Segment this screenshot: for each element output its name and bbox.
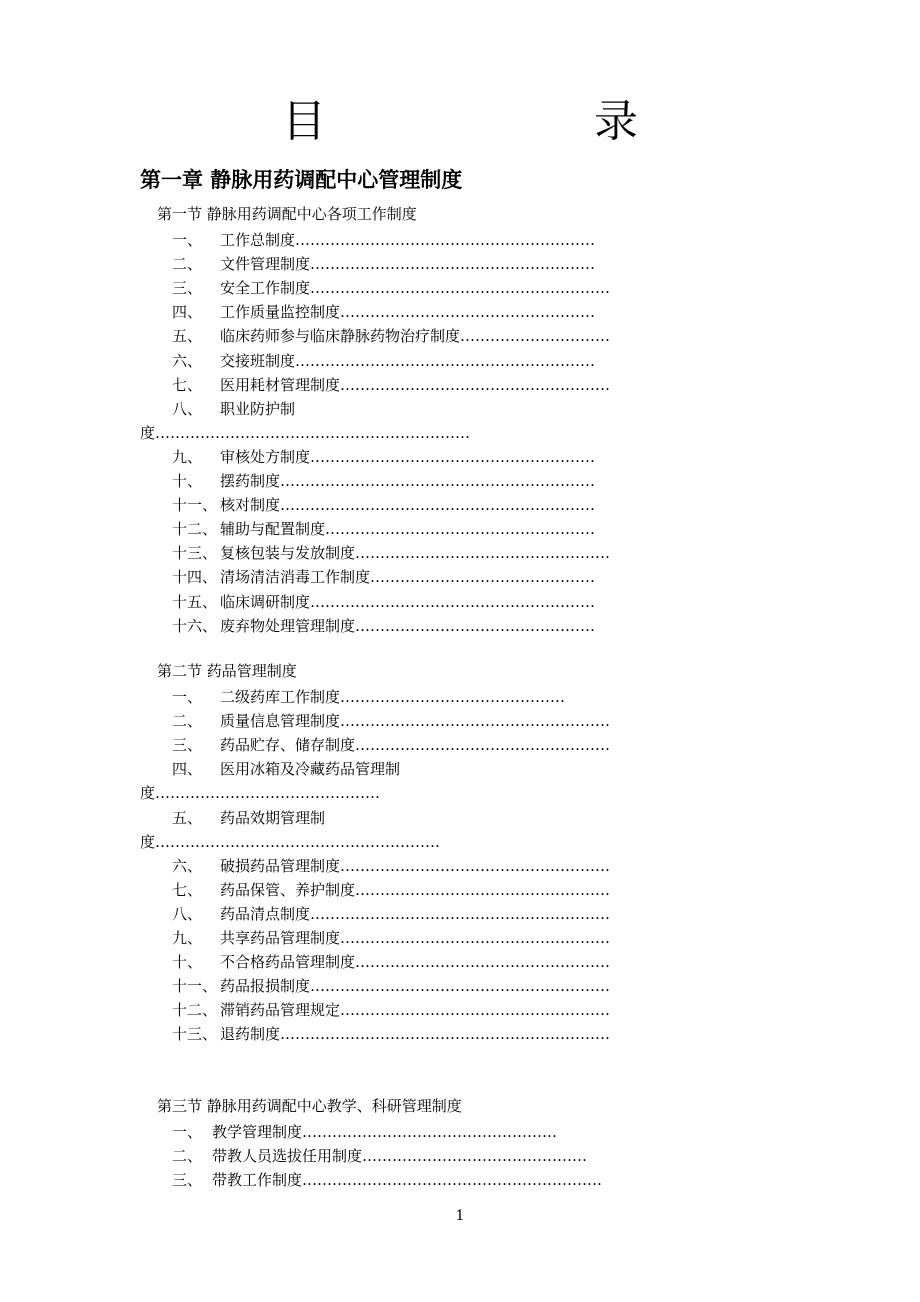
section-heading: 第一节 静脉用药调配中心各项工作制度 [157,205,417,223]
toc-entry[interactable] [172,470,775,492]
toc-entry-title: 医用耗材管理制度……………………………………………… [220,375,611,394]
toc-entry-number: 一、 [172,1123,203,1141]
toc-entry-number: 四、 [172,760,203,779]
toc-entry-number: 八、 [172,399,203,418]
toc-entry[interactable] [172,975,775,997]
toc-entry-number: 一、 [172,231,203,249]
toc-entry[interactable] [172,855,775,877]
toc-entry-number: 二、 [172,255,203,274]
toc-entry[interactable] [172,325,775,347]
toc-entry[interactable] [172,277,775,299]
toc-entry-title: 复核包装与发放制度…………………………………………… [220,544,611,563]
toc-entry-number: 十、 [172,472,203,490]
toc-entry[interactable] [172,542,775,564]
toc-entry[interactable] [172,1145,775,1167]
chapter-heading: 第一章 静脉用药调配中心管理制度 [140,168,463,192]
toc-entry-number: 十二、 [172,520,218,539]
toc-entry[interactable] [172,903,775,925]
toc-entry[interactable] [172,879,775,901]
toc-entry-number: 十一、 [172,496,218,515]
toc-entry-number: 五、 [172,327,203,346]
toc-entry-continuation: 度……………………………………………………… [140,423,471,442]
toc-entry-number: 十三、 [172,544,218,563]
toc-entry[interactable] [172,734,775,756]
toc-entry[interactable] [172,927,775,949]
toc-entry-title: 清场清洁消毒工作制度……………………………………… [220,568,596,587]
toc-entry-continuation: 度……………………………………… [140,784,381,803]
toc-entry[interactable] [172,951,775,973]
toc-entry-number: 五、 [172,808,203,827]
toc-entry-number: 七、 [172,880,203,899]
toc-entry[interactable] [172,518,775,540]
toc-entry[interactable] [172,615,775,637]
toc-entry-number: 一、 [172,688,203,706]
toc-entry-title: 带教工作制度…………………………………………………… [212,1171,603,1190]
toc-entry-title: 交接班制度…………………………………………………… [220,351,596,370]
toc-entry-title: 不合格药品管理制度…………………………………………… [220,953,611,972]
toc-entry-title: 退药制度………………………………………………………… [220,1025,611,1044]
toc-entry-title: 质量信息管理制度……………………………………………… [220,712,611,731]
toc-entry-number: 二、 [172,1147,203,1166]
toc-entry-number: 十二、 [172,1001,218,1020]
page-number: 1 [455,1208,465,1224]
toc-entry-number: 三、 [172,736,203,755]
section-heading: 第二节 药品管理制度 [157,662,297,680]
toc-entry[interactable] [172,1023,775,1045]
toc-entry[interactable] [172,301,775,323]
toc-entry-title: 滞销药品管理规定……………………………………………… [220,1001,611,1020]
toc-entry-title: 药品清点制度…………………………………………………… [220,904,611,923]
toc-entry[interactable] [172,591,775,613]
toc-entry-number: 十一、 [172,977,218,996]
toc-entry-title: 工作总制度…………………………………………………… [220,231,596,249]
toc-entry-number: 十、 [172,953,203,972]
toc-entry[interactable] [172,758,775,780]
toc-entry[interactable] [172,1169,775,1191]
toc-entry-number: 八、 [172,904,203,923]
toc-entry-title: 安全工作制度…………………………………………………… [220,279,611,298]
page-title: 目 录 [282,96,698,147]
toc-entry-number: 十三、 [172,1025,218,1044]
toc-entry-title: 辅助与配置制度……………………………………………… [220,520,596,539]
toc-entry-number: 六、 [172,856,203,875]
toc-entry-number: 三、 [172,279,203,298]
toc-entry-number: 十四、 [172,568,218,587]
toc-entry-title: 临床药师参与临床静脉药物治疗制度………………………… [220,327,611,346]
toc-entry-number: 九、 [172,447,203,466]
toc-entry[interactable] [172,253,775,275]
toc-entry-number: 七、 [172,375,203,394]
toc-entry-title: 药品报损制度…………………………………………………… [220,977,611,996]
toc-entry-number: 九、 [172,929,203,947]
toc-entry[interactable] [172,494,775,516]
toc-entry[interactable] [172,710,775,732]
toc-entry-number: 十五、 [172,592,218,611]
toc-entry[interactable] [172,229,775,251]
toc-entry[interactable] [172,398,775,420]
toc-entry[interactable] [172,999,775,1021]
section-heading: 第三节 静脉用药调配中心教学、科研管理制度 [157,1097,462,1115]
toc-entry-title: 废弃物处理管理制度………………………………………… [220,616,596,635]
toc-entry-title: 工作质量监控制度…………………………………………… [220,303,596,322]
toc-entry-title: 职业防护制 [220,399,296,418]
toc-entry[interactable] [172,446,775,468]
toc-entry-number: 六、 [172,351,203,370]
toc-entry-title: 审核处方制度………………………………………………… [220,447,596,466]
toc-entry-number: 四、 [172,303,203,322]
toc-entry-title: 药品贮存、储存制度…………………………………………… [220,736,611,755]
toc-entry-title: 摆药制度……………………………………………………… [220,472,596,490]
toc-entry-number: 十六、 [172,616,218,635]
toc-entry-title: 文件管理制度………………………………………………… [220,255,596,274]
toc-entry-title: 教学管理制度…………………………………………… [212,1123,558,1141]
toc-entry-title: 二级药库工作制度……………………………………… [220,688,566,706]
toc-entry[interactable] [172,566,775,588]
toc-entry-title: 临床调研制度………………………………………………… [220,592,596,611]
toc-entry-title: 药品保管、养护制度…………………………………………… [220,880,611,899]
toc-entry-title: 共享药品管理制度……………………………………………… [220,929,611,947]
toc-entry-title: 医用冰箱及冷藏药品管理制 [220,760,401,779]
toc-entry-title: 破损药品管理制度……………………………………………… [220,856,611,875]
toc-entry-title: 带教人员选拔任用制度……………………………………… [212,1147,588,1166]
toc-entry[interactable] [172,350,775,372]
toc-entry-title: 药品效期管理制 [220,808,326,827]
toc-entry[interactable] [172,374,775,396]
toc-entry[interactable] [172,1121,775,1143]
toc-entry-number: 三、 [172,1171,203,1190]
toc-entry[interactable] [172,807,775,829]
toc-entry[interactable] [172,686,775,708]
toc-entry-continuation: 度………………………………………………… [140,832,441,851]
toc-entry-number: 二、 [172,712,203,731]
toc-entry-title: 核对制度……………………………………………………… [220,496,596,515]
